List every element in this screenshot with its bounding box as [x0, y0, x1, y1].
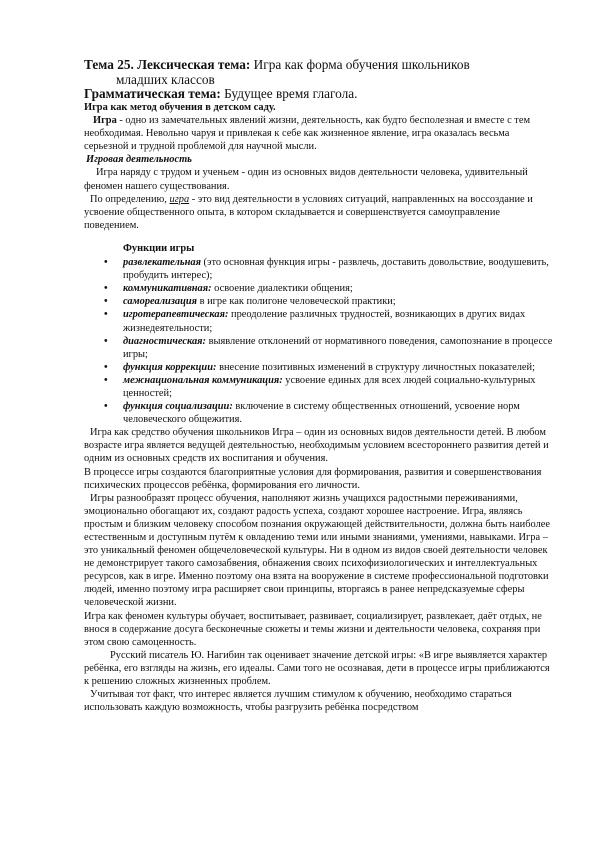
grammar-rest: Будущее время глагола. — [220, 86, 358, 101]
function-term: диагностическая: — [123, 335, 206, 347]
function-description: выявление отклонений от нормативного поведения, самопознание в процессе игры; — [123, 335, 553, 360]
function-description: преодоление различных трудностей, возникающих в других видах жизнедеятельности; — [123, 309, 526, 334]
title-rest: Игра как форма обучения школьников — [250, 57, 470, 72]
bullet-icon: • — [104, 309, 108, 321]
function-description: включение в систему общественных отношений, усвоение норм человеческого общежития. — [123, 401, 520, 426]
function-term: развлекательная — [123, 257, 201, 269]
functions-title: Функции игры — [123, 242, 195, 254]
function-item — [84, 361, 554, 374]
bullet-icon: • — [104, 257, 108, 269]
bullet-icon: • — [104, 401, 108, 413]
function-item — [84, 308, 554, 334]
section1-heading: Игра как метод обучения в детском саду. — [84, 102, 276, 113]
page-title — [84, 58, 554, 73]
title-bold: Тема 25. Лексическая тема: — [84, 57, 251, 72]
bullet-icon: • — [104, 296, 108, 308]
paragraph-5: В процессе игры создаются благоприятные условия для формирования, развития и совершенствования психических процессов ребёнка, формирования его личности. — [84, 466, 542, 491]
paragraph-1-term: Игра — [93, 115, 117, 127]
function-item — [84, 282, 554, 295]
paragraph-4: Игра как средство обучения школьников Игра – один из основных видов деятельности детей. В любом возрасте игра является ведущей деятельностью, необходимым условием всестороннего развития детей и одним из основных средств их воспитания и обучения. — [84, 427, 549, 465]
bullet-icon: • — [104, 361, 108, 373]
function-description: в игре как полигоне человеческой практики; — [197, 296, 396, 308]
function-term: игротерапевтическая: — [123, 309, 229, 321]
paragraph-3-after: - это вид деятельности в условиях ситуаций, направленных на воссоздание и усвоение общественного опыта, в котором складывается и совершенствуется самоуправление поведением. — [84, 193, 533, 231]
function-item — [84, 256, 554, 282]
bullet-icon: • — [104, 335, 108, 347]
function-term: самореализация — [123, 296, 197, 308]
paragraph-3 — [84, 193, 554, 232]
bullet-icon: • — [104, 283, 108, 295]
function-description: освоение диалектики общения; — [211, 283, 353, 295]
paragraph-7: Игра как феномен культуры обучает, воспитывает, развивает, социализирует, развлекает, даёт отдых, не внося в содержание досуга бесконечные сюжеты и темы жизни и деятельности человека, сохраняя при этом свою самоценность. — [84, 610, 542, 648]
paragraph-1-text: - одно из замечательных явлений жизни, деятельность, как будто бесполезная и вместе с тем необходимая. Невольно чаруя и привлекая к себе как жизненное явление, игра оказалась весьма серьезной и трудной проблемой для научной мысли. — [84, 115, 531, 153]
function-term: коммуникативная: — [123, 283, 212, 295]
functions-list — [84, 256, 554, 426]
paragraph-3-term: игра — [169, 193, 190, 205]
paragraph-6: Игры разнообразят процесс обучения, наполняют жизнь учащихся радостными переживаниями, эмоционально обогащают их, создают радость успеха, создают хорошее настроение. Игра, являясь простым и близким человеку способом познания окружающей действительности, должна быть наиболее естественным и доступным путём к овладению теми или иными знаниями, умениями, навыками. Игра – это уникальный феномен общечеловеческой культуры. Ни в одном из видов своей деятельности человек не демонстрирует такого самозабвения, обнажения своих психофизиологических и интеллектуальных ресурсов, как в игре. Именно поэтому она взята на вооружение в системе профессиональной подготовки людей, именно поэтому игра расширяет свои принципы, вторгаясь в ранее непредсказуемые сферы человеческой жизни. — [84, 492, 551, 609]
spacer — [84, 232, 554, 242]
document-body — [84, 58, 554, 714]
function-description: (это основная функция игры - развлечь, доставить довольствие, воодушевить, пробудить интерес); — [123, 257, 549, 282]
function-term: функция коррекции: — [123, 361, 217, 373]
function-description: внесение позитивных изменений в структуру личностных показателей; — [216, 361, 535, 373]
paragraph-3-before: По определению, — [90, 193, 170, 205]
function-description: усвоение единых для всех людей социально-культурных ценностей; — [123, 374, 536, 399]
paragraph-8: Русский писатель Ю. Нагибин так оценивает значение детской игры: «В игре выявляется характер ребёнка, его взгляды на жизнь, его идеалы. Сами того не осознавая, дети в процессе игры приближаются к решению сложных жизненных проблем. — [84, 649, 550, 688]
grammar-heading — [84, 87, 554, 101]
function-item — [84, 400, 554, 426]
bullet-icon: • — [104, 374, 108, 386]
function-term: функция социализации: — [123, 401, 233, 413]
paragraph-9: Учитывая тот факт, что интерес является лучшим стимулом к обучению, необходимо стараться использовать каждую возможность, чтобы разгрузить ребёнка посредством — [84, 689, 512, 714]
function-term: межнациональная коммуникация: — [123, 374, 283, 386]
function-item — [84, 295, 554, 308]
page-title-line2: младших классов — [116, 71, 215, 87]
paragraph-2: Игра наряду с трудом и ученьем - один из основных видов деятельности человека, удивительный феномен нашего существования. — [84, 167, 528, 192]
section2-heading: Игровая деятельность — [86, 154, 192, 166]
paragraph-1 — [84, 114, 554, 153]
grammar-bold: Грамматическая тема: — [84, 86, 221, 101]
function-item — [84, 335, 554, 361]
function-item — [84, 374, 554, 400]
